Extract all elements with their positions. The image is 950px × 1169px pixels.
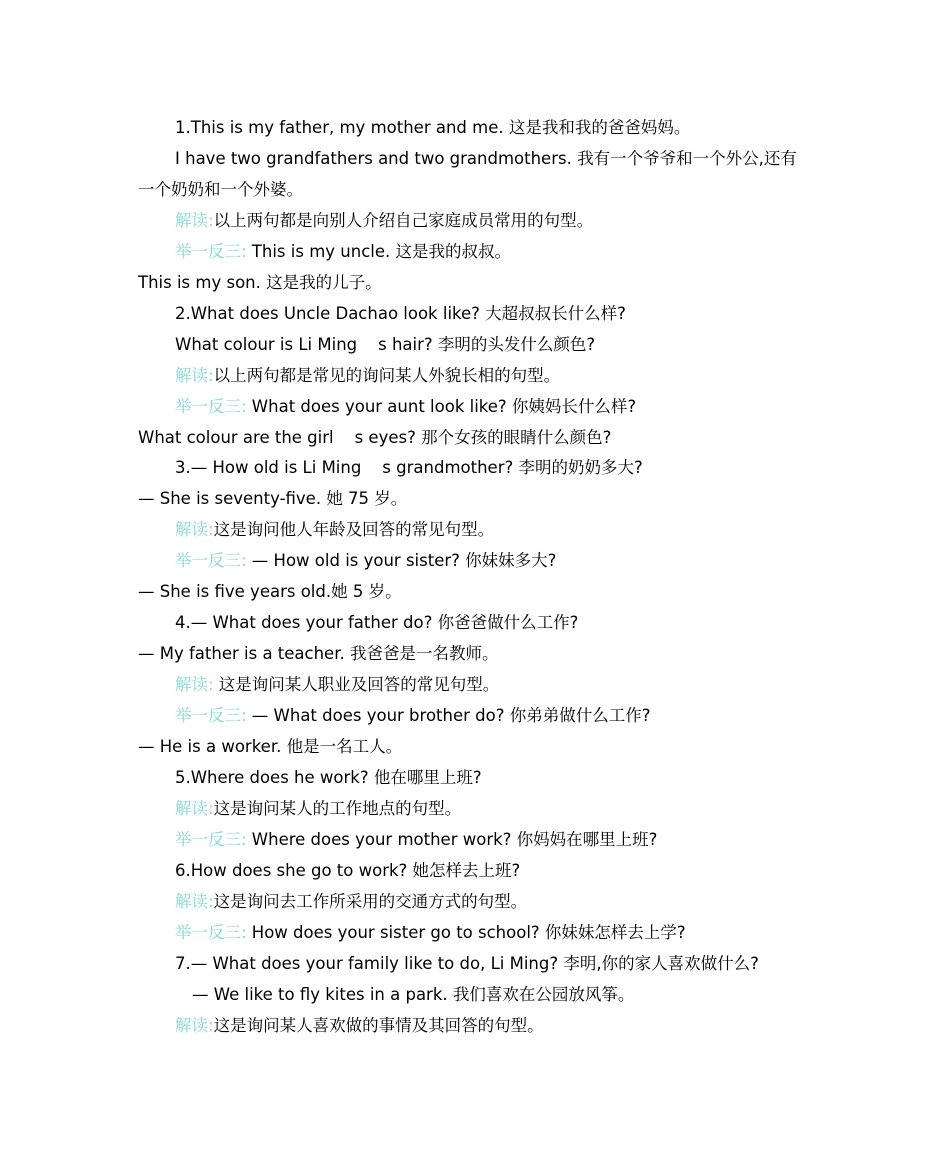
text-line [175, 551, 556, 571]
text-line [175, 366, 560, 386]
annotation-label: 举一反三: [175, 241, 247, 261]
text-line [175, 397, 636, 417]
text-line [175, 458, 643, 478]
line-text: 6.How does she go to work? 她怎样去上班? [175, 860, 521, 880]
text-line [175, 1016, 544, 1036]
text-line [175, 954, 759, 974]
line-text: How does your sister go to school? 你妹妹怎样去上学? [246, 922, 686, 942]
annotation-label: 举一反三: [175, 829, 247, 849]
line-text: 这是询问他人年龄及回答的常见句型。 [213, 520, 495, 540]
annotation-label: 举一反三: [175, 706, 247, 726]
line-text: 以上两句都是向别人介绍自己家庭成员常用的句型。 [213, 210, 594, 230]
line-text: 3.— How old is Li Ming s grandmother? 李明的奶奶多大? [175, 458, 643, 478]
text-line [175, 892, 527, 912]
annotation-label: 解读: [175, 210, 214, 230]
line-text: — How old is your sister? 你妹妹多大? [246, 551, 557, 571]
text-line [175, 211, 593, 231]
text-line [175, 768, 482, 788]
annotation-label: 解读: [175, 798, 214, 818]
text-line [175, 304, 626, 324]
line-text: — She is seventy-five. 她 75 岁。 [138, 489, 408, 509]
text-line [138, 582, 402, 602]
line-text: 这是询问某人职业及回答的常见句型。 [213, 675, 500, 695]
line-text: 7.— What does your family like to do, Li Ming? 李明,你的家人喜欢做什么? [175, 953, 759, 973]
text-line [175, 675, 499, 695]
annotation-label: 举一反三: [175, 551, 247, 571]
line-text: 5.Where does he work? 他在哪里上班? [175, 767, 482, 787]
line-text: 一个奶奶和一个外婆。 [138, 179, 303, 199]
line-text: — My father is a teacher. 我爸爸是一名教师。 [138, 644, 499, 664]
annotation-label: 解读: [175, 891, 214, 911]
line-text: — She is five years old.她 5 岁。 [138, 582, 402, 602]
annotation-label: 解读: [175, 365, 214, 385]
line-text: 4.— What does your father do? 你爸爸做什么工作? [175, 613, 579, 633]
text-line [138, 180, 303, 200]
text-line [138, 273, 382, 293]
text-line [175, 706, 650, 726]
annotation-label: 举一反三: [175, 396, 247, 416]
line-text: What colour is Li Ming s hair? 李明的头发什么颜色? [175, 334, 596, 354]
line-text: Where does your mother work? 你妈妈在哪里上班? [246, 829, 658, 849]
line-text: What does your aunt look like? 你姨妈长什么样? [246, 396, 637, 416]
line-text: 1.This is my father, my mother and me. 这是我和我的爸爸妈妈。 [175, 118, 691, 137]
line-text: This is my son. 这是我的儿子。 [138, 272, 382, 292]
text-line [192, 985, 634, 1005]
text-line [138, 428, 611, 448]
text-line [175, 923, 686, 943]
annotation-label: 解读: [175, 675, 214, 695]
text-line [175, 118, 690, 138]
line-text: — We like to fly kites in a park. 我们喜欢在公园放风筝。 [192, 984, 635, 1004]
line-text: I have two grandfathers and two grandmothers. 我有一个爷爷和一个外公,还有 [175, 148, 797, 168]
text-line [175, 149, 797, 169]
line-text: — What does your brother do? 你弟弟做什么工作? [246, 706, 651, 726]
text-line [175, 242, 511, 262]
text-line [175, 830, 657, 850]
text-line [175, 613, 578, 633]
annotation-label: 举一反三: [175, 922, 247, 942]
text-line [175, 520, 494, 540]
line-text: — He is a worker. 他是一名工人。 [138, 737, 403, 756]
line-text: This is my uncle. 这是我的叔叔。 [246, 241, 511, 261]
line-text: What colour are the girl s eyes? 那个女孩的眼睛什么颜色? [138, 427, 612, 447]
text-line [175, 335, 595, 355]
annotation-label: 解读: [175, 520, 214, 540]
text-line [138, 737, 402, 757]
line-text: 2.What does Uncle Dachao look like? 大超叔叔长什么样? [175, 303, 626, 323]
text-line [175, 799, 461, 819]
line-text: 这是询问某人的工作地点的句型。 [213, 798, 462, 818]
line-text: 以上两句都是常见的询问某人外貌长相的句型。 [213, 365, 561, 385]
annotation-label: 解读: [175, 1015, 214, 1035]
text-line [175, 861, 520, 881]
text-line [138, 644, 498, 664]
text-line [138, 489, 407, 509]
line-text: 这是询问去工作所采用的交通方式的句型。 [213, 891, 528, 911]
line-text: 这是询问某人喜欢做的事情及其回答的句型。 [213, 1015, 544, 1035]
